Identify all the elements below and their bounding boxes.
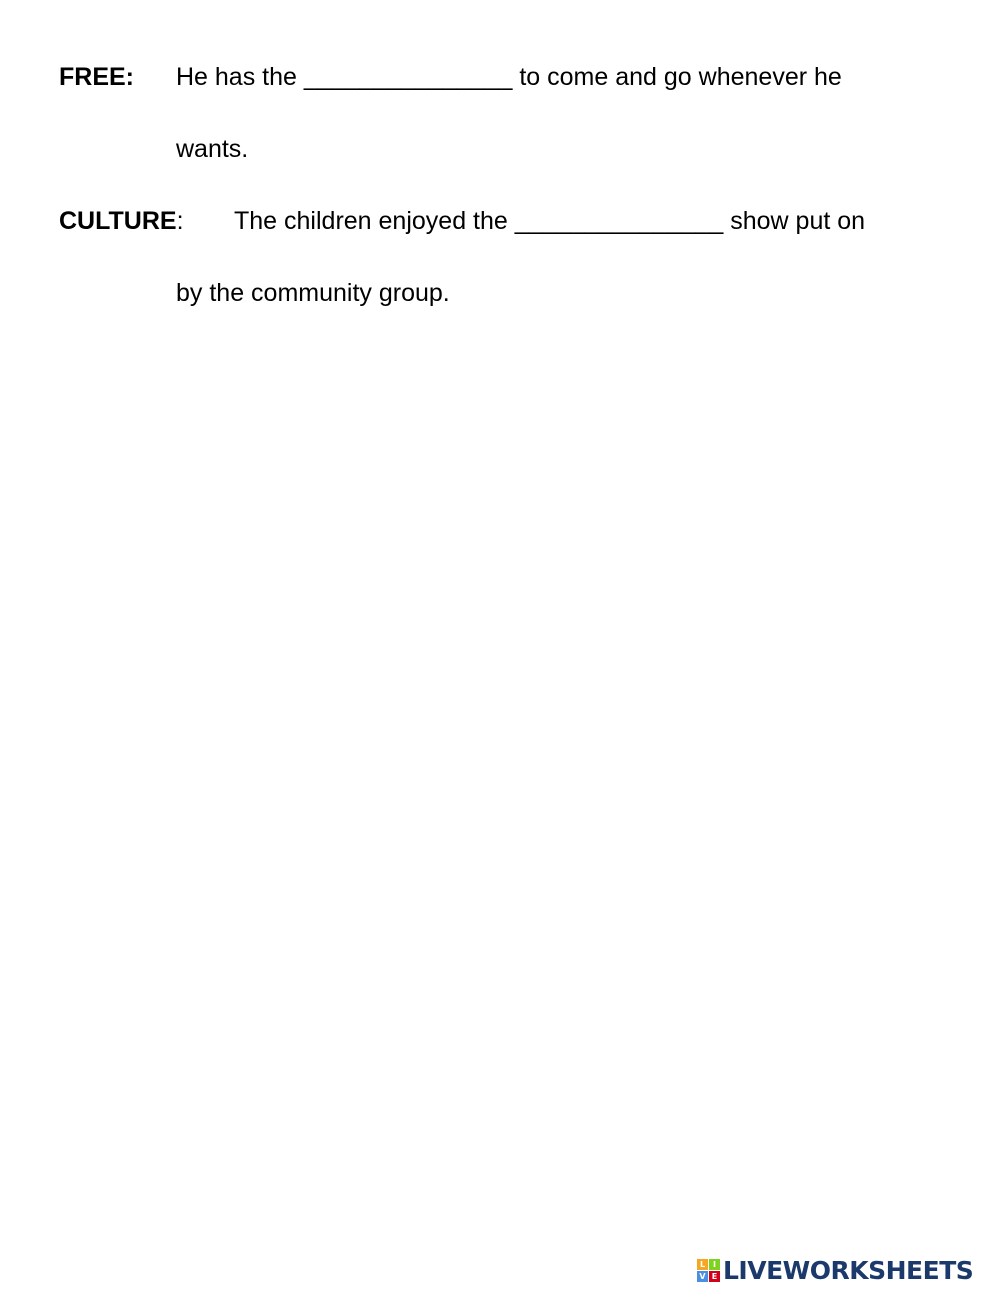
entry-free-word bbox=[59, 62, 134, 92]
sentence-text: by the community group. bbox=[176, 279, 450, 307]
logo-block-l: L bbox=[697, 1259, 708, 1270]
vocab-colon: : bbox=[176, 207, 184, 235]
sentence-text: He has the _______________ to come and go whenever he bbox=[176, 63, 842, 91]
logo-block-i: I bbox=[709, 1259, 720, 1270]
logo-block-v: V bbox=[697, 1271, 708, 1282]
entry-culture-sentence-line1 bbox=[234, 206, 865, 236]
entry-culture-word bbox=[59, 206, 184, 236]
logo-block-e: E bbox=[709, 1271, 720, 1282]
sentence-text: wants. bbox=[176, 135, 249, 163]
vocab-word: CULTURE bbox=[59, 207, 177, 235]
entry-culture-sentence-line2 bbox=[176, 278, 450, 308]
entry-free-sentence-line1 bbox=[176, 62, 842, 92]
logo-text: LIVEWORKSHEETS bbox=[723, 1255, 974, 1285]
live-blocks-icon bbox=[697, 1259, 720, 1282]
liveworksheets-logo[interactable] bbox=[697, 1255, 973, 1285]
sentence-text: The children enjoyed the _______________ show put on bbox=[234, 207, 866, 235]
vocab-word: FREE: bbox=[59, 63, 134, 91]
entry-free-sentence-line2 bbox=[176, 134, 248, 164]
